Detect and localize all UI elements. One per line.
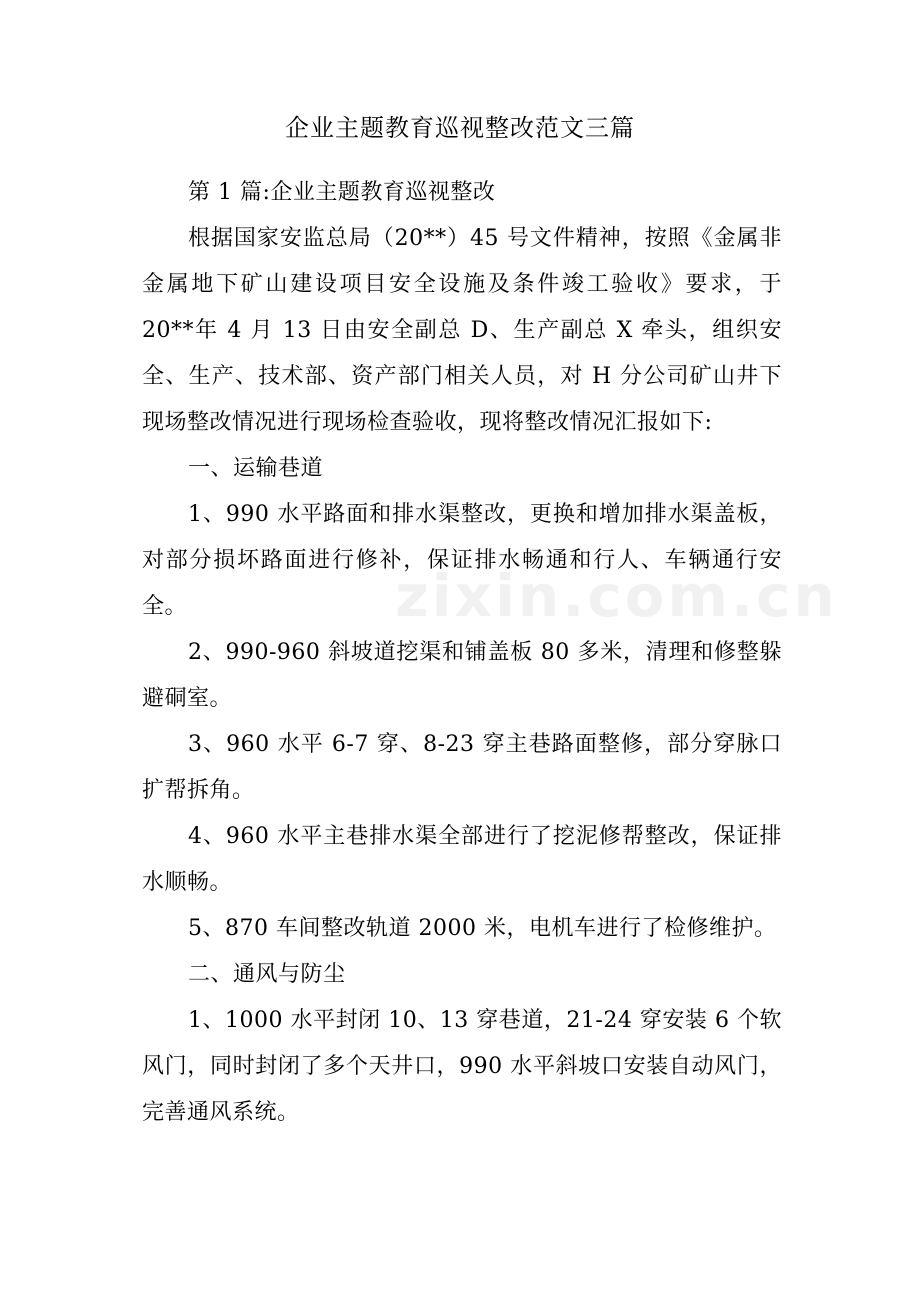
list-item: 1、990 水平路面和排水渠整改，更换和增加排水渠盖板，对部分损坏路面进行修补，保证排水畅通和行人、车辆通行安全。 [142,502,782,619]
section-heading-transport: 一、运输巷道 [188,456,324,481]
section-heading-ventilation: 二、通风与防尘 [188,962,346,987]
list-item: 2、990-960 斜坡道挖渠和铺盖板 80 多米，清理和修整躲避硐室。 [142,640,782,711]
list-item: 3、960 水平 6-7 穿、8-23 穿主巷路面整修，部分穿脉口扩帮拆角。 [142,732,782,803]
document-title: 企业主题教育巡视整改范文三篇 [285,114,635,142]
intro-paragraph: 根据国家安监总局（20**）45 号文件精神，按照《金属非金属地下矿山建设项目安全设施及条件竣工验收》要求，于 20**年 4 月 13 日由安全副总 D、生产副总 X 牵头，组织安全、生产、技术部、资产部门相关人员，对 H 分公司矿山井下现场整改情况进行现场检查验收，现将整改情况汇报如下: [142,226,782,435]
document-body [142,170,782,1136]
list-item: 5、870 车间整改轨道 2000 米，电机车进行了检修维护。 [188,916,777,941]
list-item: 1、1000 水平封闭 10、13 穿巷道，21-24 穿安装 6 个软风门，同时封闭了多个天井口，990 水平斜坡口安装自动风门，完善通风系统。 [142,1008,782,1125]
watermark: zixin.com.cn [395,562,838,630]
list-item: 4、960 水平主巷排水渠全部进行了挖泥修帮整改，保证排水顺畅。 [142,824,782,895]
article-heading: 第 1 篇:企业主题教育巡视整改 [188,180,496,205]
